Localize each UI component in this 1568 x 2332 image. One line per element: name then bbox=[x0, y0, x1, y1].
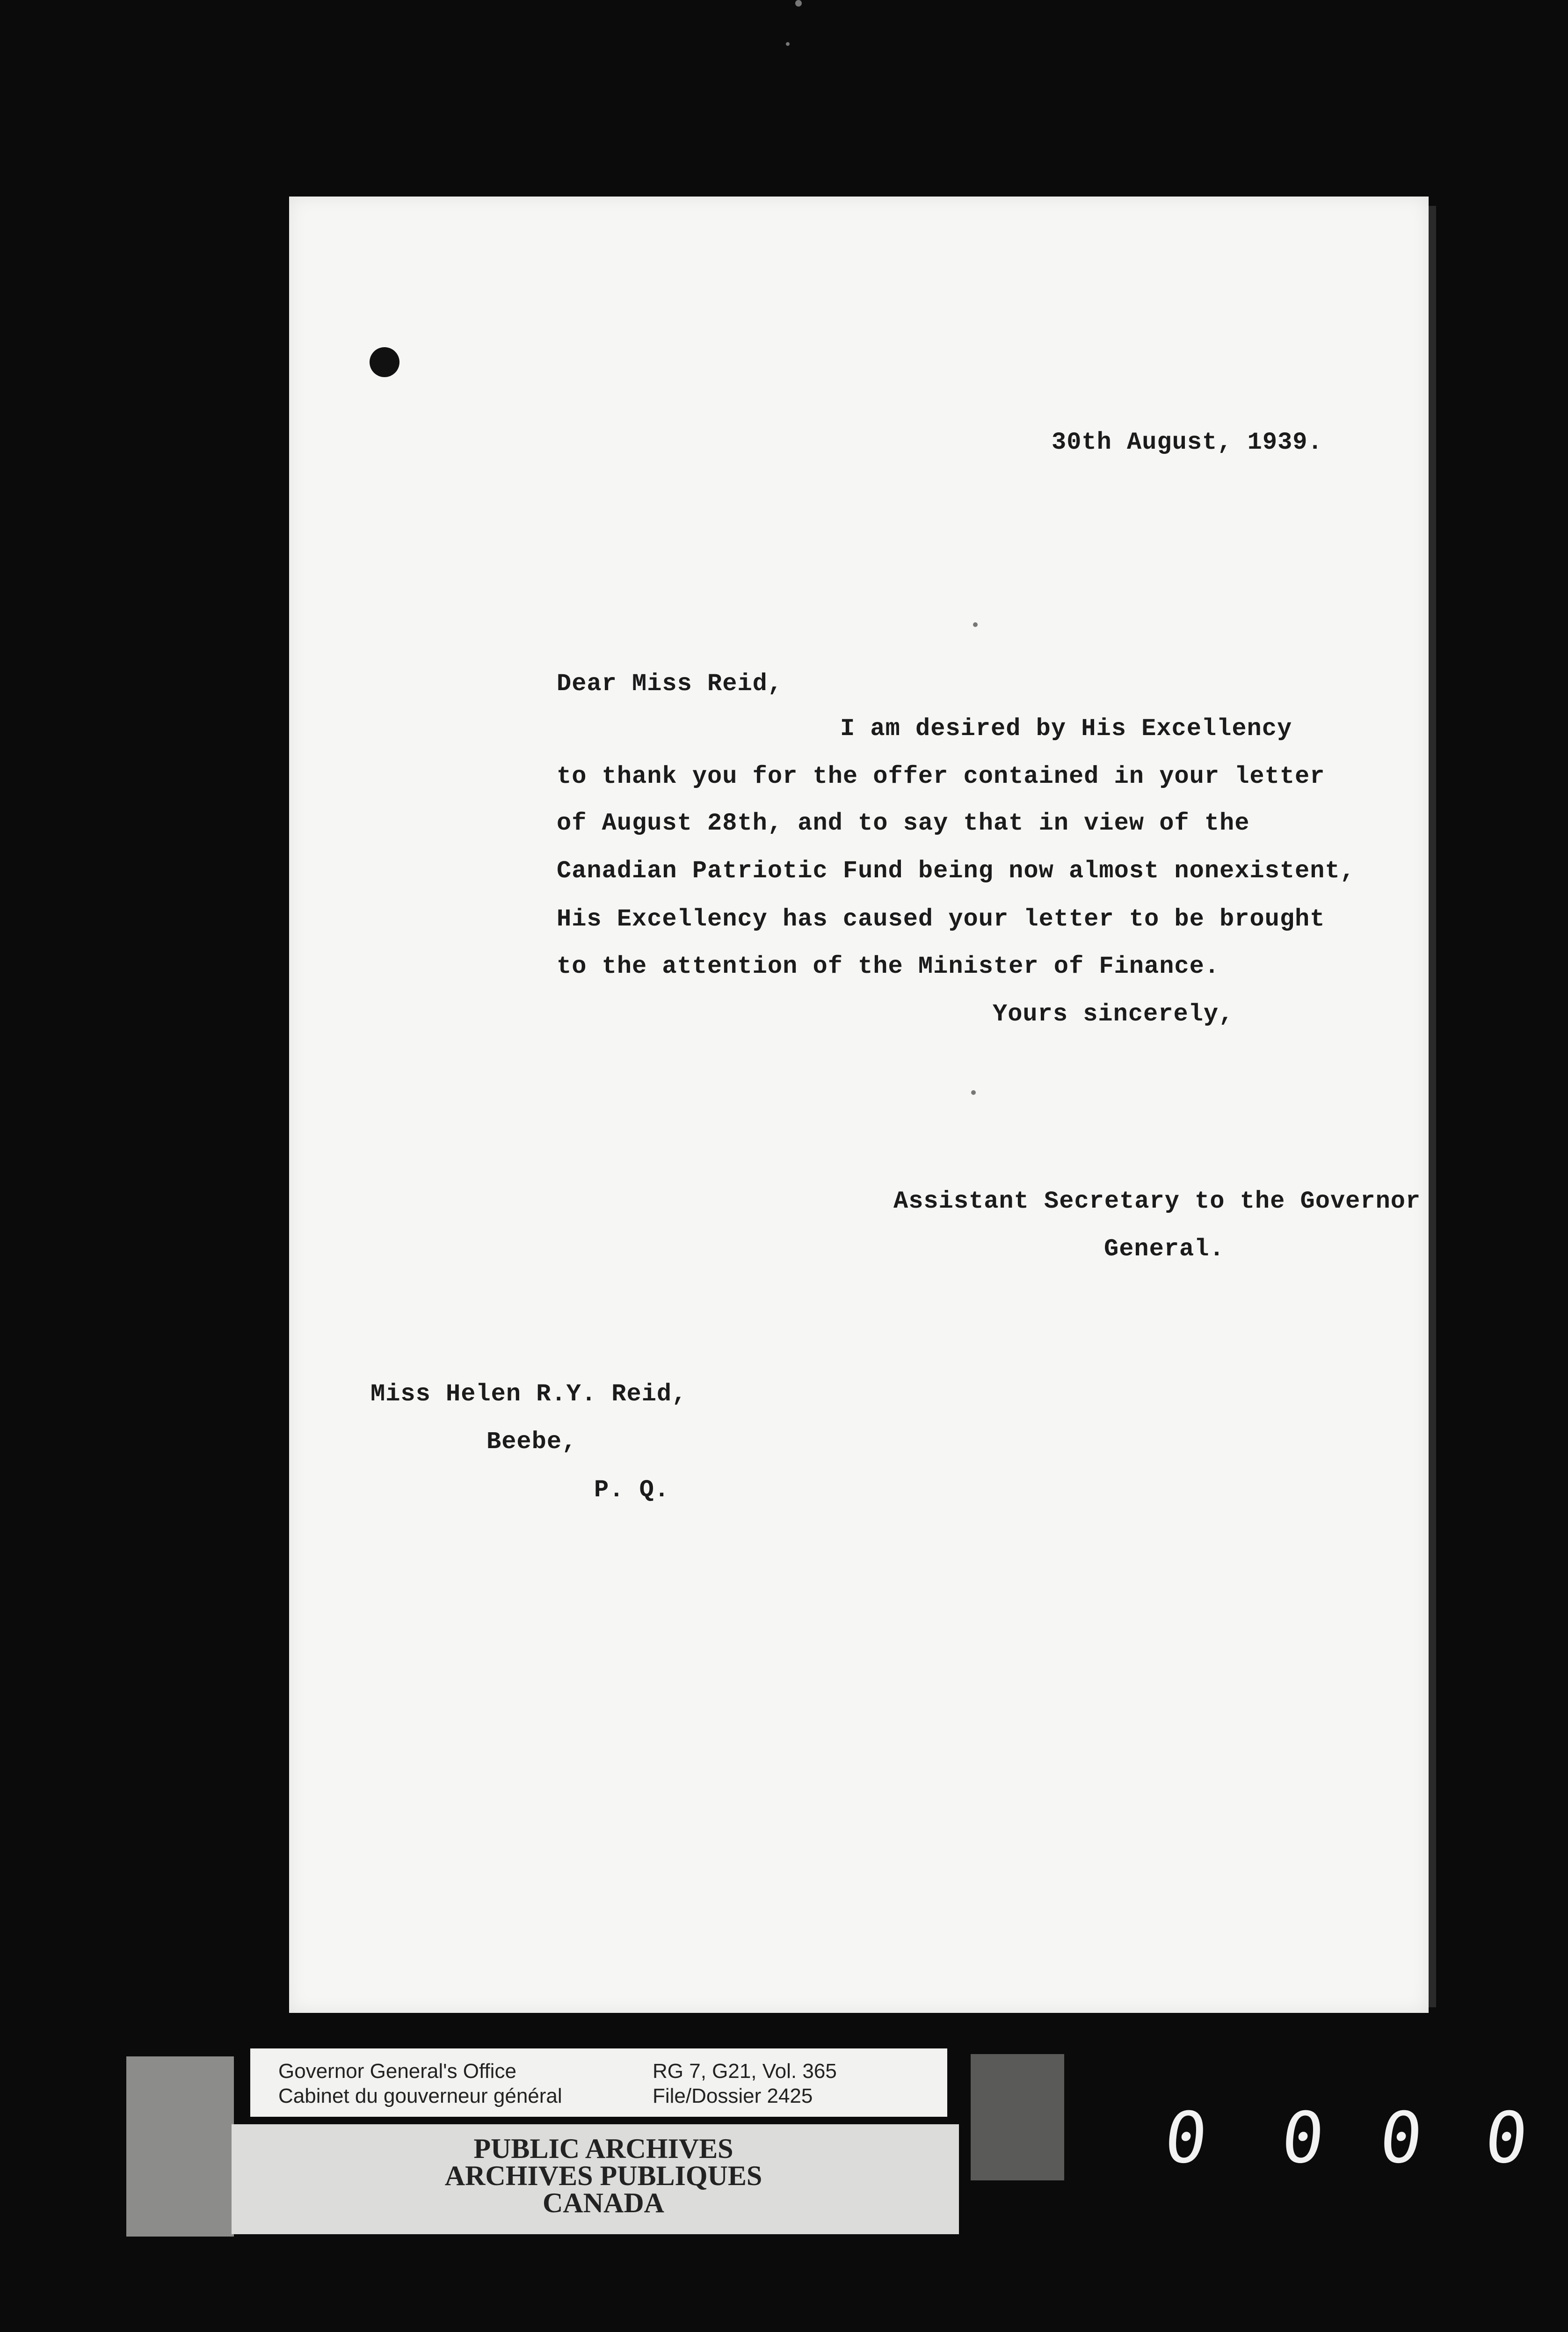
mounting-tape bbox=[126, 2056, 234, 2237]
frame-counter-digit: 0 bbox=[1277, 2098, 1328, 2179]
file-number: File/Dossier 2425 bbox=[653, 2084, 813, 2107]
page-edge-shadow bbox=[1429, 206, 1436, 2007]
letter-page bbox=[289, 197, 1429, 2013]
recipient-address-line: Beebe, bbox=[486, 1428, 577, 1456]
frame-counter-digit: 0 bbox=[1375, 2098, 1427, 2179]
letter-body-line: Canadian Patriotic Fund being now almost nonexistent, bbox=[557, 857, 1355, 885]
signatory-title: Assistant Secretary to the Governor bbox=[893, 1188, 1421, 1215]
letter-closing: Yours sincerely, bbox=[993, 1000, 1234, 1028]
letter-body-line: of August 28th, and to say that in view of the bbox=[557, 809, 1250, 837]
letter-body-line: His Excellency has caused your letter to be brought bbox=[557, 905, 1325, 933]
archive-name-line: ARCHIVES PUBLIQUES bbox=[444, 2160, 762, 2191]
archive-name-line: CANADA bbox=[543, 2187, 664, 2218]
signatory-title: General. bbox=[1104, 1235, 1225, 1263]
letter-body-line: I am desired by His Excellency bbox=[840, 715, 1292, 743]
archive-name-line: PUBLIC ARCHIVES bbox=[473, 2133, 733, 2164]
punch-hole bbox=[370, 347, 399, 377]
mounting-tape bbox=[971, 2054, 1064, 2180]
record-group-reference: RG 7, G21, Vol. 365 bbox=[653, 2060, 837, 2083]
dust-speck bbox=[973, 622, 978, 627]
letter-salutation: Dear Miss Reid, bbox=[557, 670, 783, 698]
office-name-en: Governor General's Office bbox=[278, 2060, 516, 2083]
dust-speck bbox=[971, 1090, 976, 1095]
frame-counter-digit: 0 bbox=[1481, 2098, 1532, 2179]
recipient-address-line: P. Q. bbox=[594, 1476, 670, 1504]
letter-date: 30th August, 1939. bbox=[1052, 429, 1323, 456]
frame-counter-digit: 0 bbox=[1160, 2098, 1212, 2179]
office-name-fr: Cabinet du gouverneur général bbox=[278, 2084, 562, 2107]
dust-speck bbox=[786, 42, 790, 46]
letter-body-line: to thank you for the offer contained in your letter bbox=[557, 763, 1325, 790]
recipient-address-line: Miss Helen R.Y. Reid, bbox=[370, 1380, 687, 1408]
dust-speck bbox=[795, 0, 802, 7]
letter-body-line: to the attention of the Minister of Finance. bbox=[557, 953, 1220, 980]
